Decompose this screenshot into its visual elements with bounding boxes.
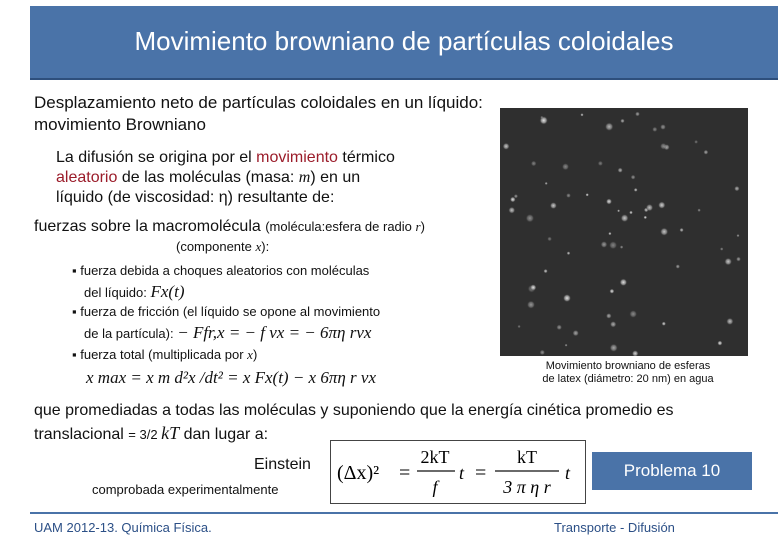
particle-dot — [609, 289, 614, 294]
diff-p5: líquido (de viscosidad: — [56, 189, 219, 206]
particle-dot — [632, 350, 639, 356]
component-open: (componente — [176, 239, 256, 254]
particle-dot — [629, 211, 633, 215]
bullet-total-force: ▪ fuerza total (multiplicada por x) — [72, 347, 258, 362]
particle-dot — [660, 124, 666, 130]
friction-term: − Ffr,x = − f vx = − 6πη rvx — [177, 323, 372, 342]
diff-p1: La difusión se origina por el — [56, 149, 257, 166]
forces-close: ) — [420, 219, 425, 234]
particle-dot — [618, 168, 623, 173]
diff-p2: térmico — [337, 149, 395, 166]
b3-text: fuerza total (multiplicada por — [80, 347, 248, 362]
particle-dot — [662, 322, 666, 326]
b2-text: fuerza de fricción (el líquido se opone al movimiento — [80, 304, 381, 319]
formula-t1-num: 2kT — [420, 447, 450, 467]
component-close: ): — [261, 239, 270, 254]
particle-dot — [679, 228, 683, 232]
particle-dot — [717, 341, 722, 346]
b3-close: ) — [252, 347, 258, 362]
particle-dot — [694, 140, 698, 144]
intro-line-1: Desplazamiento neto de partículas coloidales en un líquido: — [34, 93, 483, 112]
diff-p6: ) resultante de: — [227, 189, 335, 206]
particle-dot — [605, 122, 614, 131]
diff-p4: ) en un — [310, 169, 361, 186]
brownian-photo — [500, 108, 748, 356]
newton-equation: x max = x m d²x /dt² = x Fx(t) − x 6πη r vx — [86, 368, 377, 387]
averaged-l2a: translacional — [34, 426, 129, 443]
particle-dot — [517, 325, 520, 328]
particle-dot — [547, 237, 552, 242]
particle-dot — [703, 150, 708, 155]
particle-dot — [580, 113, 583, 116]
particle-dot — [606, 313, 612, 319]
particle-dot — [601, 241, 608, 248]
footer-topic: Transporte - Difusión — [554, 520, 675, 535]
bullet-random-force: ▪ fuerza debida a choques aleatorios con moléculas — [72, 263, 370, 278]
particle-dot — [644, 216, 648, 220]
formula-t-1: t — [459, 463, 465, 483]
problem-button[interactable]: Problema 10 — [592, 452, 752, 490]
particle-dot — [503, 143, 510, 150]
component-x: x — [255, 239, 262, 254]
particle-dot — [610, 321, 617, 328]
forces-r: r — [415, 219, 421, 234]
particle-dot — [621, 214, 629, 222]
particle-dot — [508, 207, 515, 214]
particle-dot — [734, 186, 740, 192]
particle-dot — [562, 163, 569, 170]
particle-dot — [617, 209, 620, 212]
particle-dot — [610, 344, 618, 352]
particle-dot — [697, 208, 701, 212]
particle-dot — [736, 257, 741, 262]
particle-dot — [608, 232, 611, 235]
particle-dot — [550, 202, 557, 209]
formula-lhs: (Δx)² — [337, 462, 380, 484]
particle-dot — [586, 193, 589, 196]
particle-dot — [598, 161, 603, 166]
b1b-text: del líquido: — [84, 285, 151, 300]
particle-dot — [545, 182, 548, 185]
particle-dot — [724, 258, 732, 266]
brownian-particles-image — [500, 108, 748, 356]
particle-dot — [720, 247, 724, 251]
particle-dot — [631, 175, 636, 180]
diff-eta: η — [218, 189, 228, 206]
photo-caption — [520, 360, 736, 386]
header-banner — [30, 6, 778, 80]
particle-dot — [530, 284, 537, 291]
caption-line-1: Movimiento browniano de esferas — [545, 360, 711, 372]
particle-dot — [634, 188, 638, 192]
diff-aleatorio: aleatorio — [56, 169, 118, 186]
particle-dot — [676, 264, 681, 269]
particle-dot — [635, 112, 640, 117]
einstein-formula — [330, 440, 586, 504]
averaged-l2c: dan lugar a: — [179, 426, 269, 443]
caption-line-2: de latex (diámetro: 20 nm) en agua — [542, 373, 714, 385]
b3-x: x — [247, 347, 253, 362]
particle-dot — [563, 294, 571, 302]
averaged-l2b: = 3/2 — [128, 427, 162, 442]
diffusion-line-2 — [56, 168, 395, 188]
particle-dot — [543, 269, 547, 273]
bullet-friction-force: ▪ fuerza de fricción (el líquido se opone al movimiento — [72, 304, 381, 319]
bullet-friction-force-cont — [84, 323, 371, 343]
particle-dot — [620, 119, 625, 124]
particle-dot — [609, 241, 617, 249]
particle-dot — [652, 127, 657, 132]
formula-eq-1: = — [399, 462, 411, 484]
particle-dot — [527, 301, 535, 309]
bullet-random-force-cont — [84, 282, 184, 302]
formula-t2-den: 3 π η r — [503, 477, 551, 497]
formula-eq-2: = — [475, 462, 487, 484]
diffusion-text — [56, 148, 395, 208]
particle-dot — [620, 278, 628, 286]
particle-dot — [646, 204, 654, 212]
particle-dot — [726, 318, 733, 325]
formula-t-2: t — [565, 463, 571, 483]
particle-dot — [531, 161, 537, 167]
particle-dot — [510, 197, 516, 203]
particle-dot — [606, 198, 612, 204]
particle-dot — [572, 330, 579, 337]
particle-dot — [526, 214, 535, 223]
diff-m: m — [298, 169, 311, 186]
verified-label: comprobada experimentalmente — [92, 482, 279, 497]
particle-dot — [540, 350, 546, 356]
diffusion-line-3 — [56, 188, 395, 208]
particle-dot — [565, 344, 568, 347]
b1-text: fuerza debida a choques aleatorios con moléculas — [80, 263, 370, 278]
forces-heading — [34, 218, 425, 236]
b2b-text: de la partícula): — [84, 326, 178, 341]
forces-head-small: (molécula:esfera de radio — [265, 219, 416, 234]
particle-dot — [556, 324, 562, 330]
averaged-kt: kT — [161, 423, 180, 443]
particle-dot — [660, 143, 667, 150]
formula-t2-num: kT — [517, 447, 537, 467]
formula-svg — [331, 441, 585, 503]
diff-movimiento: movimiento — [256, 149, 338, 166]
fx-term: Fx(t) — [150, 282, 185, 301]
footer-divider — [30, 512, 778, 514]
particle-dot — [658, 201, 666, 209]
particle-dot — [660, 228, 668, 236]
slide-title: Movimiento browniano de partículas coloidales — [134, 26, 674, 56]
diff-p3: de las moléculas (masa: — [117, 169, 299, 186]
particle-dot — [620, 245, 624, 249]
intro-text — [34, 92, 483, 136]
particle-dot — [567, 251, 571, 255]
particle-dot — [540, 116, 543, 119]
footer-course: UAM 2012-13. Química Física. — [34, 520, 212, 535]
particle-dot — [736, 234, 739, 237]
intro-line-2: movimiento Browniano — [34, 115, 206, 134]
diffusion-line-1 — [56, 148, 395, 168]
forces-head: fuerzas sobre la macromolécula — [34, 218, 266, 235]
formula-t1-den: f — [432, 477, 438, 497]
particle-dot — [629, 310, 637, 318]
component-label — [176, 239, 269, 255]
particle-dot — [566, 193, 571, 198]
averaged-line-1: que promediadas a todas las moléculas y suponiendo que la energía cinética promedio es — [34, 402, 674, 419]
einstein-label: Einstein — [254, 456, 311, 473]
